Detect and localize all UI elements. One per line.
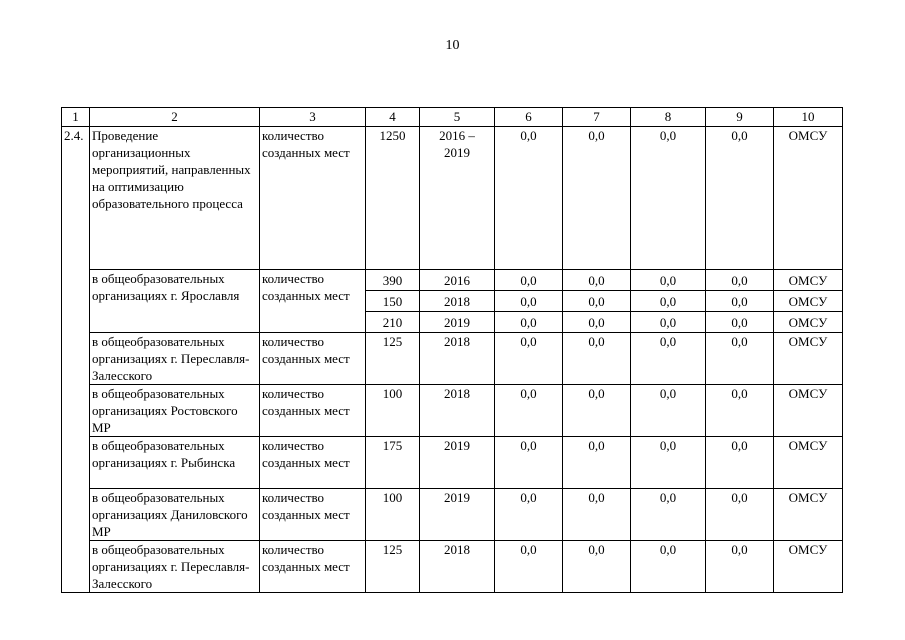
cell-6: 0,0 xyxy=(495,127,563,270)
cell-8: 0,0 xyxy=(631,437,706,489)
header-row xyxy=(62,108,843,127)
header-cell: 3 xyxy=(260,108,366,127)
cell-6: 0,0 xyxy=(495,312,563,333)
cell-7: 0,0 xyxy=(563,291,631,312)
header-cell: 1 xyxy=(62,108,90,127)
cell-8: 0,0 xyxy=(631,312,706,333)
executor: ОМСУ xyxy=(774,333,843,385)
cell-7: 0,0 xyxy=(563,270,631,291)
item-number: 2.4. xyxy=(62,127,90,593)
cell-9: 0,0 xyxy=(706,541,774,593)
period xyxy=(420,127,495,270)
cell-6: 0,0 xyxy=(495,541,563,593)
table-row xyxy=(62,437,843,489)
cell-9: 0,0 xyxy=(706,127,774,270)
measure-name: в общеобразовательных организациях г. Рыбинска xyxy=(90,437,260,489)
indicator-value: 210 xyxy=(366,312,420,333)
page-number: 10 xyxy=(445,38,460,53)
year: 2018 xyxy=(420,541,495,593)
measure-name: в общеобразовательных организациях г. Переславля-Залесского xyxy=(90,541,260,593)
cell-9: 0,0 xyxy=(706,437,774,489)
executor: ОМСУ xyxy=(774,291,843,312)
indicator-value: 100 xyxy=(366,385,420,437)
cell-7: 0,0 xyxy=(563,312,631,333)
indicator: количество созданных мест xyxy=(260,333,366,385)
cell-7: 0,0 xyxy=(563,437,631,489)
header-cell: 9 xyxy=(706,108,774,127)
table-row xyxy=(62,489,843,541)
indicator-value: 1250 xyxy=(366,127,420,270)
measure-name: Проведение организационных мероприятий, направленных на оптимизацию образовательного процесса xyxy=(90,127,260,270)
executor: ОМСУ xyxy=(774,312,843,333)
table-row xyxy=(62,333,843,385)
year: 2019 xyxy=(420,489,495,541)
year: 2018 xyxy=(420,291,495,312)
cell-7: 0,0 xyxy=(563,541,631,593)
cell-9: 0,0 xyxy=(706,333,774,385)
indicator-value: 390 xyxy=(366,270,420,291)
cell-6: 0,0 xyxy=(495,333,563,385)
header-cell: 10 xyxy=(774,108,843,127)
cell-7: 0,0 xyxy=(563,489,631,541)
executor: ОМСУ xyxy=(774,127,843,270)
executor: ОМСУ xyxy=(774,437,843,489)
header-cell: 8 xyxy=(631,108,706,127)
table-row xyxy=(62,385,843,437)
cell-8: 0,0 xyxy=(631,385,706,437)
indicator-value: 125 xyxy=(366,333,420,385)
year: 2019 xyxy=(420,312,495,333)
cell-6: 0,0 xyxy=(495,489,563,541)
cell-7: 0,0 xyxy=(563,333,631,385)
indicator-value: 150 xyxy=(366,291,420,312)
indicator: количество созданных мест xyxy=(260,541,366,593)
cell-7: 0,0 xyxy=(563,127,631,270)
cell-6: 0,0 xyxy=(495,385,563,437)
indicator-value: 100 xyxy=(366,489,420,541)
measures-table xyxy=(61,107,843,593)
cell-7: 0,0 xyxy=(563,385,631,437)
year: 2016 xyxy=(420,270,495,291)
header-cell: 5 xyxy=(420,108,495,127)
executor: ОМСУ xyxy=(774,385,843,437)
year: 2018 xyxy=(420,333,495,385)
executor: ОМСУ xyxy=(774,489,843,541)
year: 2019 xyxy=(420,437,495,489)
cell-8: 0,0 xyxy=(631,333,706,385)
cell-8: 0,0 xyxy=(631,489,706,541)
year: 2018 xyxy=(420,385,495,437)
measure-name: в общеобразовательных организациях г. Переславля-Залесского xyxy=(90,333,260,385)
cell-9: 0,0 xyxy=(706,270,774,291)
indicator: количество созданных мест xyxy=(260,385,366,437)
header-cell: 6 xyxy=(495,108,563,127)
cell-9: 0,0 xyxy=(706,312,774,333)
executor: ОМСУ xyxy=(774,270,843,291)
indicator: количество созданных мест xyxy=(260,489,366,541)
cell-6: 0,0 xyxy=(495,270,563,291)
table-row xyxy=(62,127,843,270)
period-start: 2016 – xyxy=(439,128,475,143)
cell-8: 0,0 xyxy=(631,541,706,593)
table-row xyxy=(62,270,843,291)
measure-name: в общеобразовательных организациях г. Ярославля xyxy=(90,270,260,333)
cell-6: 0,0 xyxy=(495,437,563,489)
header-cell: 4 xyxy=(366,108,420,127)
indicator: количество созданных мест xyxy=(260,437,366,489)
cell-8: 0,0 xyxy=(631,270,706,291)
indicator-value: 125 xyxy=(366,541,420,593)
table-row xyxy=(62,541,843,593)
indicator: количество созданных мест xyxy=(260,127,366,270)
period-end: 2019 xyxy=(444,145,470,160)
cell-8: 0,0 xyxy=(631,127,706,270)
measure-name: в общеобразовательных организациях Ростовского МР xyxy=(90,385,260,437)
header-cell: 2 xyxy=(90,108,260,127)
header-cell: 7 xyxy=(563,108,631,127)
cell-9: 0,0 xyxy=(706,385,774,437)
measure-name: в общеобразовательных организациях Даниловского МР xyxy=(90,489,260,541)
cell-9: 0,0 xyxy=(706,291,774,312)
executor: ОМСУ xyxy=(774,541,843,593)
indicator: количество созданных мест xyxy=(260,270,366,333)
indicator-value: 175 xyxy=(366,437,420,489)
cell-8: 0,0 xyxy=(631,291,706,312)
cell-6: 0,0 xyxy=(495,291,563,312)
cell-9: 0,0 xyxy=(706,489,774,541)
